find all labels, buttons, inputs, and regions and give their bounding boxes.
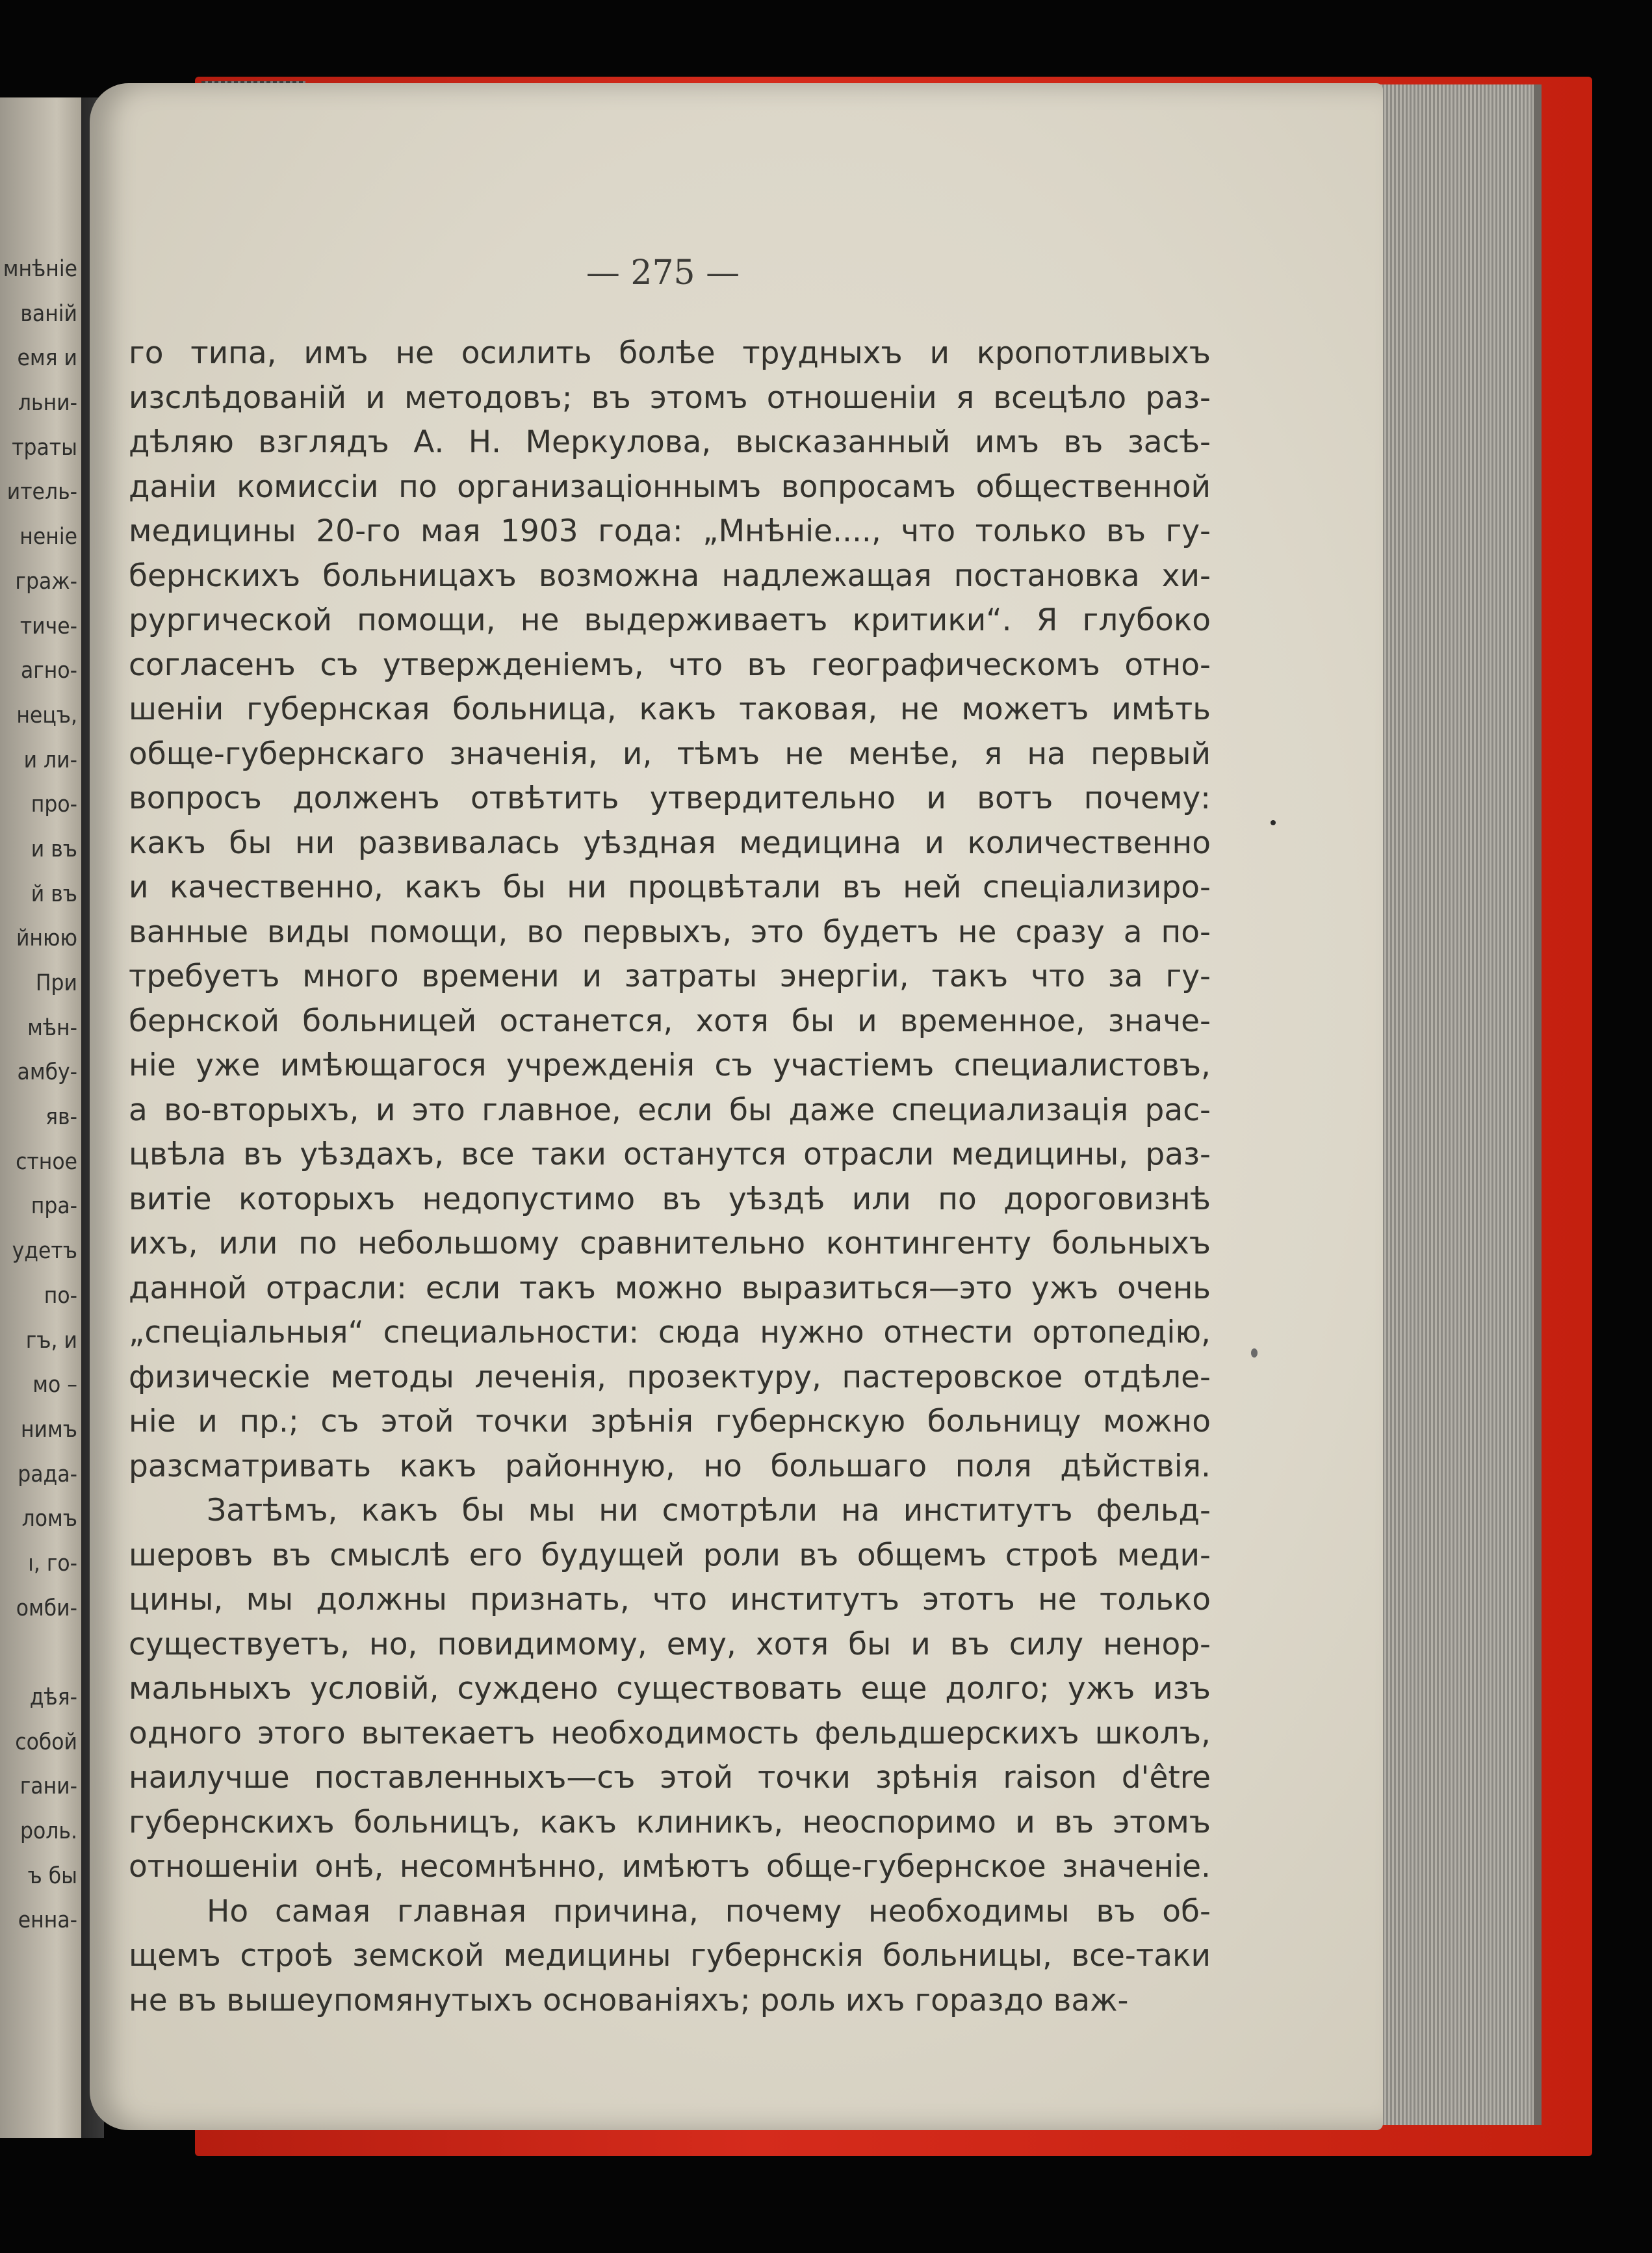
left-page-fragment: тиче-	[19, 613, 77, 639]
text-line: ніе и пр.; съ этой точки зрѣнія губернскую больницу можно	[129, 1404, 1211, 1439]
text-line: ихъ, или по небольшому сравнительно контингенту больныхъ	[129, 1226, 1211, 1261]
left-page-fragment: гани-	[19, 1773, 77, 1800]
text-line: согласенъ съ утвержденіемъ, что въ географическомъ отно-	[129, 647, 1211, 683]
text-line: ванные виды помощи, во первыхъ, это будетъ не сразу а по-	[129, 914, 1211, 950]
text-line: бернской больницей останется, хотя бы и временное, значе-	[129, 1003, 1211, 1039]
left-page-fragment: мнѣніе	[3, 256, 77, 282]
text-line: бернскихъ больницахъ возможна надлежащая постановка хи-	[129, 558, 1211, 594]
left-page-fragment: граж-	[15, 568, 77, 595]
text-line: вопросъ долженъ отвѣтить утвердительно и вотъ почему:	[129, 780, 1211, 816]
text-line: одного этого вытекаетъ необходимость фельдшерскихъ школъ,	[129, 1715, 1211, 1751]
text-line: „спеціальныя“ специальности: сюда нужно отнести ортопедію,	[129, 1315, 1211, 1350]
left-page-fragment: емя и	[17, 345, 77, 372]
text-line: шеніи губернская больница, какъ таковая, не можетъ имѣть	[129, 691, 1211, 727]
left-page-fragment: ломъ	[21, 1506, 77, 1532]
left-page-fragment: ъ бы	[27, 1862, 77, 1889]
left-page-fragment	[0, 1630, 81, 1675]
left-page-fragment: нецъ,	[16, 702, 77, 728]
left-page-fragment: и въ	[31, 836, 77, 862]
left-page-fragment: яв-	[45, 1104, 77, 1131]
left-page-fragment: траты	[12, 434, 77, 461]
text-line: и качественно, какъ бы ни процвѣтали въ ней спеціализиро-	[129, 869, 1211, 905]
left-page-fragment: гъ, и	[25, 1327, 77, 1354]
left-page-fragment: стное	[16, 1148, 77, 1175]
text-line: Но самая главная причина, почему необходимы въ об-	[207, 1893, 1211, 1929]
left-page-fragment: пра-	[31, 1193, 77, 1220]
left-page-fragment: ваній	[20, 300, 77, 327]
left-page-fragments	[0, 247, 81, 1943]
left-page-fragment: рада-	[18, 1461, 77, 1487]
text-line: отношеніи онѣ, несомнѣнно, имѣютъ обще-губернское значеніе.	[129, 1849, 1211, 1885]
text-line: данной отрасли: если такъ можно выразиться—это ужъ очень	[129, 1270, 1211, 1306]
left-page-fragment: неніе	[19, 524, 77, 550]
text-line: даніи комиссіи по организаціоннымъ вопросамъ общественной	[129, 469, 1211, 505]
text-line: не въ вышеупомянутыхъ основаніяхъ; роль ихъ гораздо важ-	[129, 1982, 1129, 2018]
left-page-fragment: енна-	[18, 1907, 77, 1934]
text-line: щемъ строѣ земской медицины губернскія больницы, все-таки	[129, 1938, 1211, 1974]
page-edges	[1375, 84, 1542, 2125]
left-page-fragment: омби-	[16, 1595, 77, 1621]
text-line: обще-губернскаго значенія, и, тѣмъ не менѣе, я на первый	[129, 736, 1211, 772]
text-line: цины, мы должны признать, что институтъ этотъ не только	[129, 1582, 1211, 1617]
text-line: Затѣмъ, какъ бы мы ни смотрѣли на институтъ фельд-	[207, 1493, 1211, 1528]
left-page-fragment: итель-	[6, 479, 77, 506]
text-line: существуетъ, но, повидимому, ему, хотя бы и въ силу ненор-	[129, 1626, 1211, 1662]
left-page-fragment: При	[35, 970, 77, 996]
left-page-fragment: амбу-	[17, 1059, 77, 1086]
paper-speck	[1251, 1348, 1258, 1358]
left-page-fragment: льни-	[18, 390, 77, 417]
left-page-fragment: удетъ	[12, 1238, 77, 1265]
text-line: го типа, имъ не осилить болѣе трудныхъ и кропотливыхъ	[129, 335, 1211, 371]
left-page-fragment: роль.	[20, 1818, 77, 1845]
left-page-fragment: про-	[31, 792, 77, 818]
page-number: — 275 —	[586, 253, 740, 292]
text-line: дѣляю взглядъ А. Н. Меркулова, высказанный имъ въ засѣ-	[129, 424, 1211, 460]
body-text	[129, 331, 1211, 2023]
text-line: мальныхъ условій, суждено существовать еще долго; ужъ изъ	[129, 1671, 1211, 1706]
text-line: изслѣдованій и методовъ; въ этомъ отношеніи я всецѣло раз-	[129, 380, 1211, 416]
left-page-fragment: собой	[15, 1729, 77, 1755]
text-line: медицины 20-го мая 1903 года: „Мнѣніе...., что только въ гу-	[129, 513, 1211, 549]
text-line: наилучше поставленныхъ—съ этой точки зрѣнія raison d'être	[129, 1760, 1211, 1796]
left-page-fragment: и ли-	[23, 747, 77, 773]
text-line: физическіе методы леченія, прозектуру, пастеровское отдѣле-	[129, 1359, 1211, 1395]
text-line: разсматривать какъ районную, но большаго поля дѣйствія.	[129, 1448, 1211, 1484]
left-page-fragment: агно-	[20, 658, 77, 684]
left-page-fragment: мѣн-	[27, 1014, 77, 1041]
left-page-fragment: нимъ	[20, 1416, 77, 1443]
text-line: ніе уже имѣющагося учрежденія съ участіемъ специалистовъ,	[129, 1048, 1211, 1083]
text-line: а во-вторыхъ, и это главное, если бы даже специализація рас-	[129, 1092, 1211, 1128]
left-page-fragment: ı, го-	[28, 1550, 77, 1577]
left-page-fragment: й въ	[31, 881, 77, 907]
text-line: витіе которыхъ недопустимо въ уѣздѣ или по дороговизнѣ	[129, 1181, 1211, 1217]
text-line: рургической помощи, не выдерживаетъ критики“. Я глубоко	[129, 602, 1211, 638]
text-line: цвѣла въ уѣздахъ, все таки останутся отрасли медицины, раз-	[129, 1137, 1211, 1172]
left-page-fragment: мо –	[32, 1372, 77, 1398]
text-line: губернскихъ больницъ, какъ клиникъ, неоспоримо и въ этомъ	[129, 1804, 1211, 1840]
text-line: шеровъ въ смыслѣ его будущей роли въ общемъ строѣ меди-	[129, 1537, 1211, 1573]
text-line: какъ бы ни развивалась уѣздная медицина и количественно	[129, 825, 1211, 861]
left-page-fragment: по-	[44, 1282, 77, 1309]
left-page-fragment: йнюю	[16, 925, 77, 952]
text-line: требуетъ много времени и затраты энергіи, такъ что за гу-	[129, 959, 1211, 994]
paper-speck	[1271, 820, 1276, 825]
left-page-fragment: дѣя-	[29, 1684, 77, 1710]
